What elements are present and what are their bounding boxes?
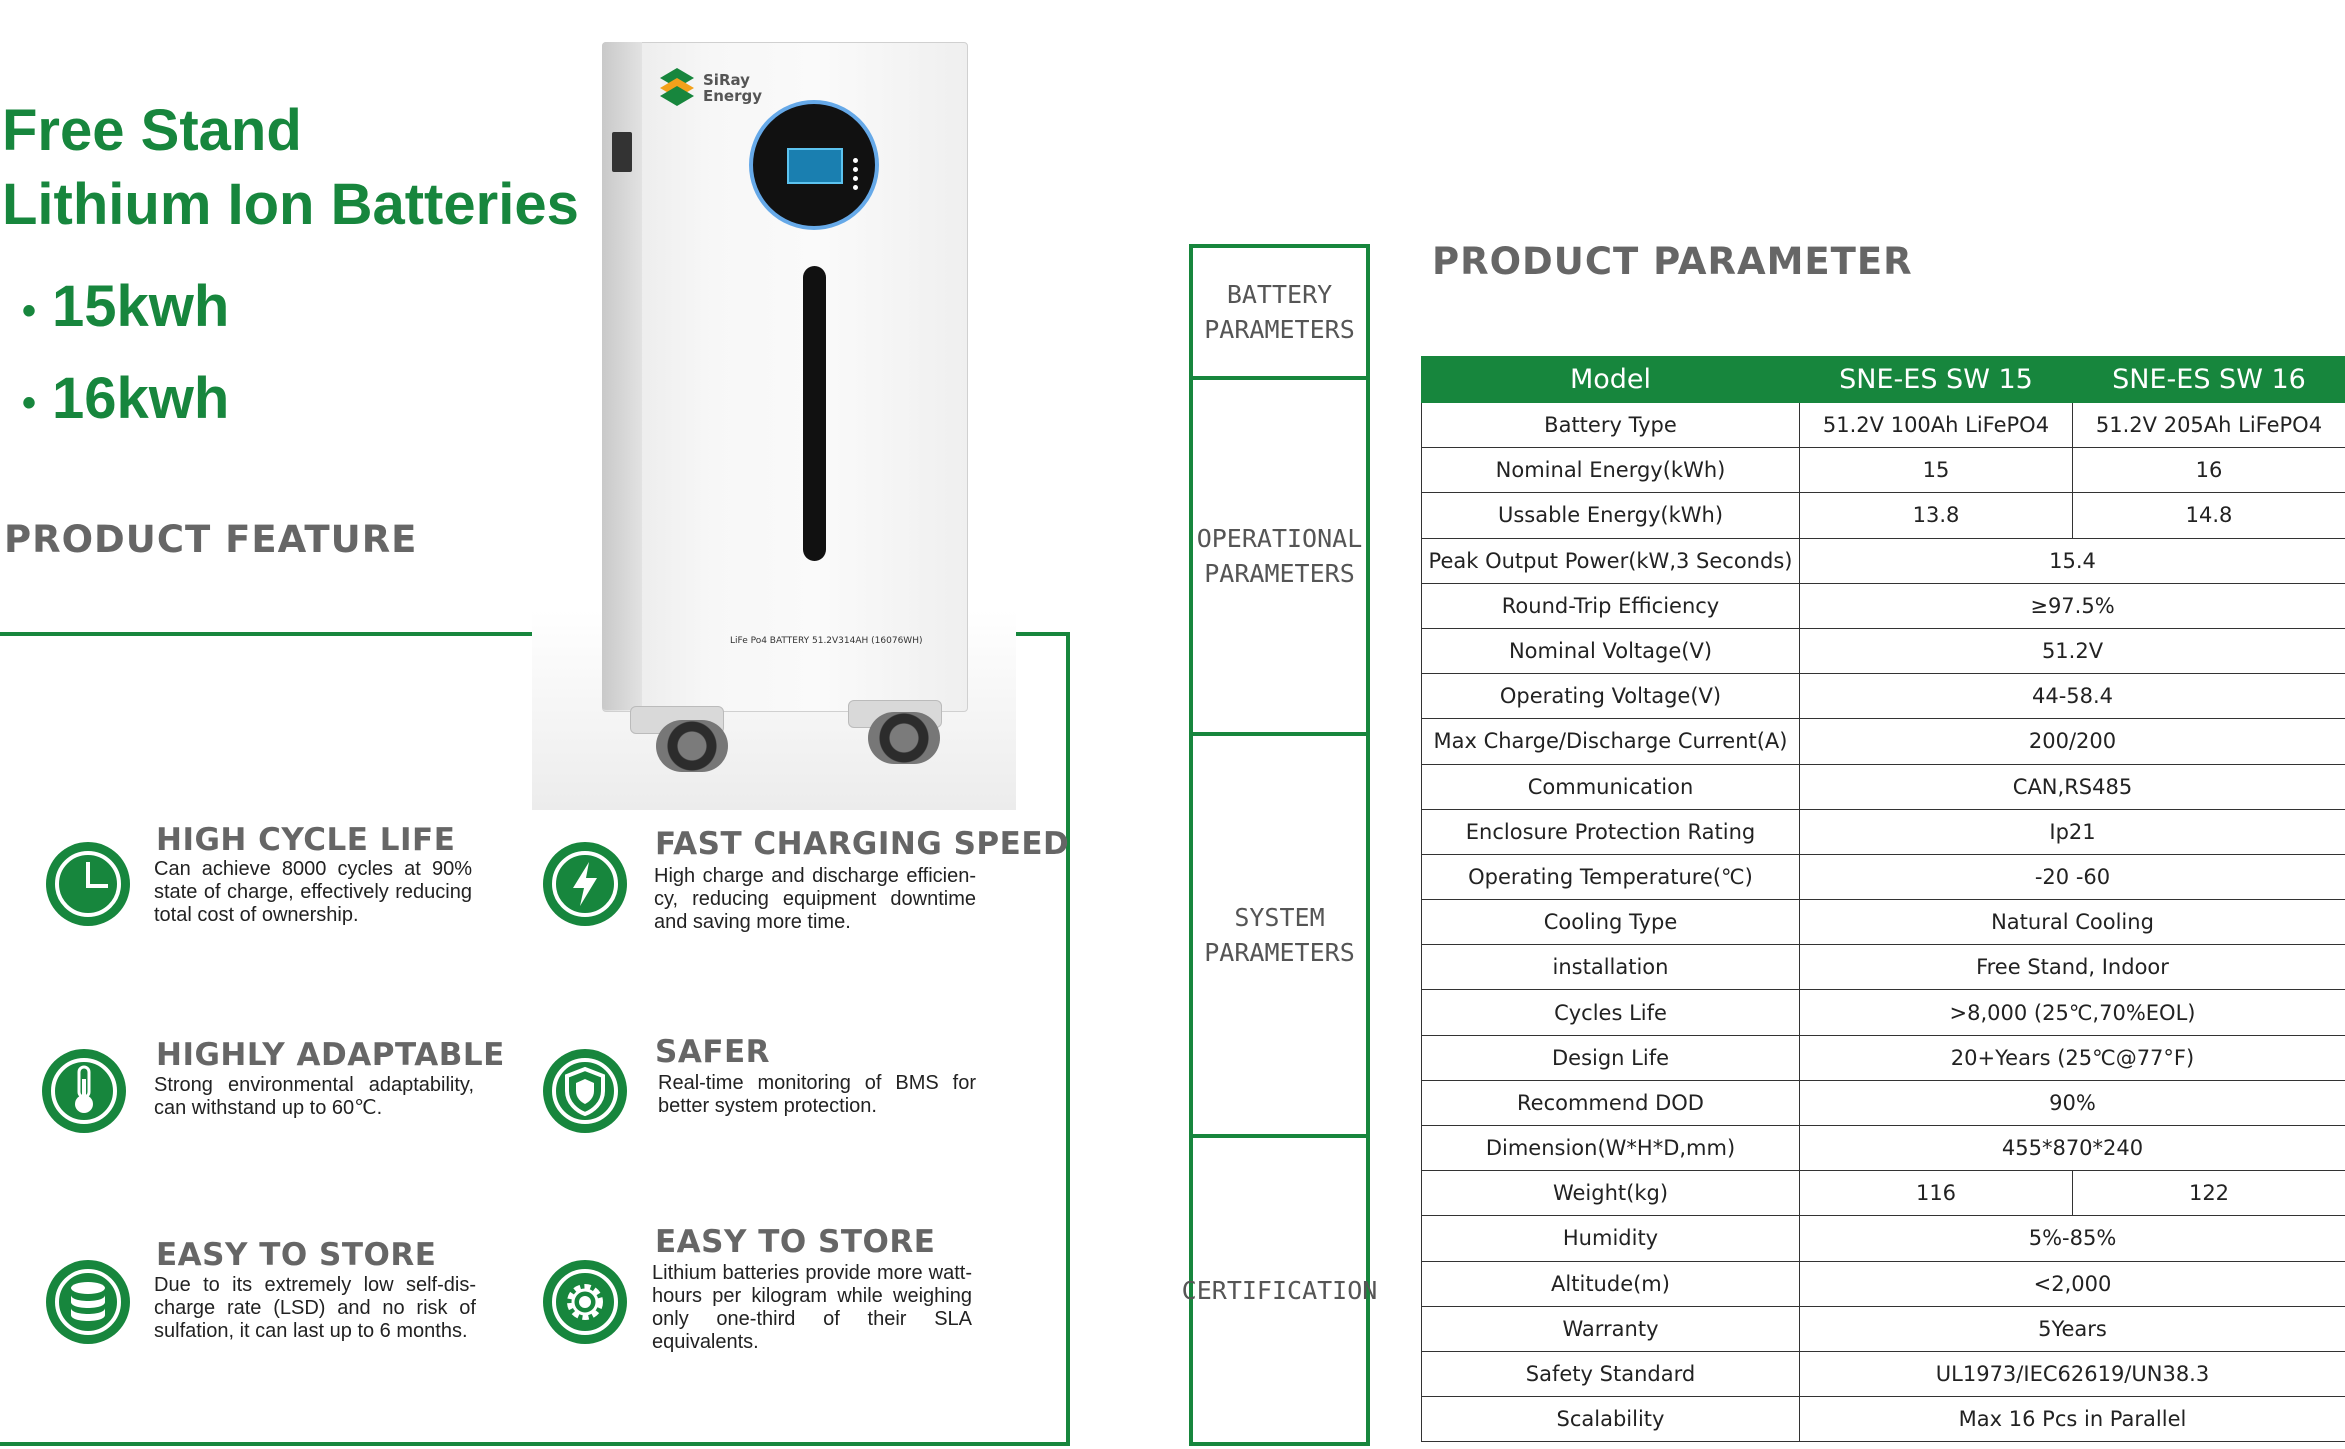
param-value: 116 [1800,1171,2073,1216]
param-value: 51.2V 100Ah LiFePO4 [1800,403,2073,448]
param-label: Weight(kg) [1422,1171,1800,1216]
param-label: Peak Output Power(kW,3 Seconds) [1422,538,1800,583]
param-value: CAN,RS485 [1800,764,2345,809]
category-certification [1181,1134,1378,1446]
category-line: BATTERY [1226,280,1333,309]
table-row [1422,1261,2345,1306]
feature-desc-high-cycle: Can achieve 8000 cycles at 90% state of charge, effectively reducing total cost of ownership. [154,858,472,926]
bullet-dot: • [22,288,37,333]
param-label: Max Charge/Discharge Current(A) [1422,719,1800,764]
param-value: 51.2V 205Ah LiFePO4 [2073,403,2345,448]
table-row [1422,583,2345,628]
capacity-value: 16kwh [52,366,230,431]
feature-desc-safer: Real-time monitoring of BMS for better system protection. [658,1072,976,1117]
light-strip [803,266,826,561]
param-value: Free Stand, Indoor [1800,945,2345,990]
category-line: PARAMETERS [1204,559,1355,588]
table-header-row [1422,357,2345,403]
bullet-dot: • [22,380,37,425]
hero-title-line1: Free Stand [2,98,302,163]
param-label: Humidity [1422,1216,1800,1261]
feature-desc-fast-charging: High charge and discharge efficien-cy, reducing equipment downtime and saving more time. [654,865,976,933]
table-row [1422,628,2345,673]
param-value: 16 [2073,448,2345,493]
param-label: Enclosure Protection Rating [1422,809,1800,854]
capacity-bullet-2 [22,366,230,431]
table-row [1422,945,2345,990]
header-model-sw16: SNE-ES SW 16 [2073,357,2345,403]
brand-line1: SiRay [703,71,750,89]
table-row [1422,538,2345,583]
param-value: -20 -60 [1800,854,2345,899]
table-row [1422,990,2345,1035]
param-value: 200/200 [1800,719,2345,764]
table-row [1422,1351,2345,1396]
param-value: Ip21 [1800,809,2345,854]
category-line: PARAMETERS [1204,315,1355,344]
siray-logo-icon [660,66,694,106]
param-value: <2,000 [1800,1261,2345,1306]
caster-wheel [656,720,728,772]
feature-title-easy-store-1: EASY TO STORE [156,1237,437,1273]
param-label: Warranty [1422,1306,1800,1351]
param-label: Scalability [1422,1397,1800,1442]
table-row [1422,1171,2345,1216]
param-value: UL1973/IEC62619/UN38.3 [1800,1351,2345,1396]
display-screen [787,148,843,184]
thermometer-icon [42,1049,126,1133]
table-row [1422,1080,2345,1125]
param-value: 44-58.4 [1800,674,2345,719]
table-row [1422,1035,2345,1080]
table-row [1422,764,2345,809]
battery-label: LiFe Po4 BATTERY 51.2V314AH (16076WH) [730,636,923,646]
param-value: 5%-85% [1800,1216,2345,1261]
display-buttons [853,158,857,192]
feature-desc-adaptable: Strong environmental adaptability, can withstand up to 60℃. [154,1074,474,1119]
feature-desc-easy-store-1: Due to its extremely low self-dis-charge rate (LSD) and no risk of sulfation, it can last up to 6 months. [154,1274,476,1342]
param-label: Nominal Energy(kWh) [1422,448,1800,493]
brand-logo-text [703,72,762,104]
table-row [1422,854,2345,899]
category-system [1189,732,1370,1138]
caster-wheel [868,712,940,764]
param-value: 15.4 [1800,538,2345,583]
table-row [1422,674,2345,719]
param-value: Natural Cooling [1800,900,2345,945]
param-value: 15 [1800,448,2073,493]
param-value: 14.8 [2073,493,2345,538]
param-label: Round-Trip Efficiency [1422,583,1800,628]
param-value: 51.2V [1800,628,2345,673]
param-value: 455*870*240 [1800,1126,2345,1171]
category-line: PARAMETERS [1204,938,1355,967]
param-label: installation [1422,945,1800,990]
param-value: 20+Years (25℃@77°F) [1800,1035,2345,1080]
param-value: 90% [1800,1080,2345,1125]
table-row [1422,719,2345,764]
battery-handle [612,132,632,172]
feature-title-safer: SAFER [655,1034,771,1070]
param-value: 13.8 [1800,493,2073,538]
table-row [1422,448,2345,493]
param-label: Dimension(W*H*D,mm) [1422,1126,1800,1171]
param-label: Nominal Voltage(V) [1422,628,1800,673]
table-row [1422,403,2345,448]
param-label: Operating Temperature(℃) [1422,854,1800,899]
param-value: 5Years [1800,1306,2345,1351]
param-label: Design Life [1422,1035,1800,1080]
lightning-icon [543,842,627,926]
parameter-heading: PRODUCT PARAMETER [1432,240,1913,283]
table-row [1422,1397,2345,1442]
database-icon [46,1260,130,1344]
gear-icon [543,1260,627,1344]
param-label: Communication [1422,764,1800,809]
category-battery [1189,244,1370,380]
shield-icon [543,1049,627,1133]
param-label: Altitude(m) [1422,1261,1800,1306]
feature-desc-easy-store-2: Lithium batteries provide more watt-hours per kilogram while weighing only one-third of their SLA equivalents. [652,1262,972,1353]
param-value: >8,000 (25℃,70%EOL) [1800,990,2345,1035]
feature-title-fast-charging: FAST CHARGING SPEED [655,826,1070,862]
header-model-sw15: SNE-ES SW 15 [1800,357,2073,403]
param-label: Recommend DOD [1422,1080,1800,1125]
table-row [1422,1126,2345,1171]
feature-title-adaptable: HIGHLY ADAPTABLE [156,1037,505,1073]
feature-title-easy-store-2: EASY TO STORE [655,1224,936,1260]
category-line: OPERATIONAL [1196,524,1363,553]
parameter-category-column [1181,244,1378,1446]
header-model: Model [1422,357,1800,403]
capacity-bullet-1 [22,274,230,339]
feature-title-high-cycle: HIGH CYCLE LIFE [156,822,456,858]
param-label: Safety Standard [1422,1351,1800,1396]
param-label: Ussable Energy(kWh) [1422,493,1800,538]
clock-icon [46,842,130,926]
table-row [1422,1306,2345,1351]
param-label: Cycles Life [1422,990,1800,1035]
param-value: Max 16 Pcs in Parallel [1800,1397,2345,1442]
param-value: 122 [2073,1171,2345,1216]
param-label: Battery Type [1422,403,1800,448]
hero-title-line2: Lithium Ion Batteries [2,172,579,237]
table-row [1422,1216,2345,1261]
feature-heading: PRODUCT FEATURE [4,518,418,561]
brand-line2: Energy [703,87,763,105]
table-row [1422,493,2345,538]
param-label: Cooling Type [1422,900,1800,945]
param-value: ≥97.5% [1800,583,2345,628]
capacity-value: 15kwh [52,274,230,339]
spec-table [1421,356,2345,1442]
param-label: Operating Voltage(V) [1422,674,1800,719]
category-line: CERTIFICATION [1181,1275,1378,1305]
category-operational [1189,376,1370,736]
category-line: SYSTEM [1234,903,1325,932]
table-row [1422,809,2345,854]
table-row [1422,900,2345,945]
